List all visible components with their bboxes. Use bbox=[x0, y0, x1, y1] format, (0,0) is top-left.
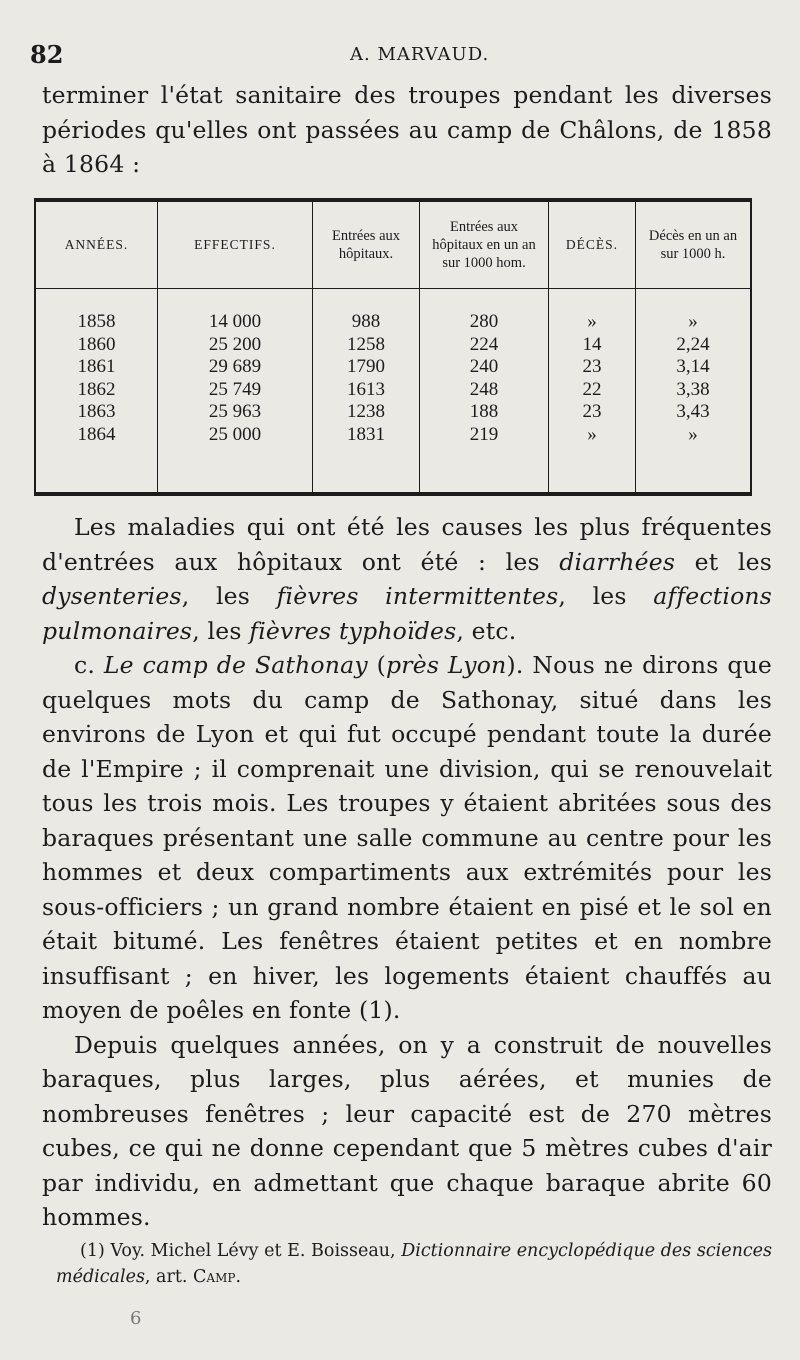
table-cell: 22 bbox=[582, 378, 602, 400]
table-cell: 3,14 bbox=[676, 356, 710, 377]
emphasis: Le camp de Sathonay bbox=[103, 651, 368, 679]
col-deces-per-1000 bbox=[636, 289, 751, 493]
table-cell: 1862 bbox=[77, 378, 116, 400]
table-cell: 988 bbox=[351, 311, 381, 332]
paragraph-maladies bbox=[42, 510, 772, 648]
text-run: (1) Voy. Michel Lévy et E. Boisseau, bbox=[80, 1241, 402, 1261]
page-number: 82 bbox=[30, 40, 64, 69]
emphasis: dysenteries bbox=[42, 582, 182, 610]
text-run: , etc. bbox=[456, 616, 517, 645]
table-cell: 25 963 bbox=[208, 401, 262, 422]
table-cell: 14 000 bbox=[208, 311, 262, 332]
table-cell: 1238 bbox=[347, 401, 385, 422]
col-header-deces-per-1000: Décès en un an sur 1000 h. bbox=[636, 202, 751, 289]
sheet-mark: 6 bbox=[130, 1308, 142, 1329]
table-cell: » bbox=[587, 423, 597, 445]
table-cell: 1863 bbox=[77, 401, 116, 422]
table-cell: 280 bbox=[469, 311, 499, 332]
text-run: . bbox=[235, 1267, 242, 1287]
col-entrees bbox=[313, 289, 420, 493]
running-head: A. MARVAUD. bbox=[350, 44, 490, 65]
text-run: c. bbox=[74, 651, 104, 679]
emphasis: fièvres typhoïdes bbox=[249, 616, 457, 645]
table-cell: 23 bbox=[582, 401, 602, 422]
table-cell: » bbox=[587, 311, 597, 332]
table-cell: 1864 bbox=[77, 423, 116, 445]
emphasis: près Lyon bbox=[386, 651, 507, 679]
footnote-text bbox=[56, 1238, 772, 1290]
emphasis: affections pulmonaires bbox=[42, 582, 773, 645]
text-run: et les bbox=[675, 547, 772, 576]
text-run: , les bbox=[192, 616, 250, 645]
table-cell: 1861 bbox=[77, 356, 116, 377]
page-header bbox=[30, 40, 770, 72]
col-annees bbox=[36, 289, 158, 493]
table-body-row bbox=[36, 289, 750, 493]
paragraph-baraques: Depuis quelques années, on y a construit de nouvelles baraques, plus larges, plus aérées, et munies de nombreuses fenêtres ; leur capacité est de 270 mètres cubes, ce qui ne donne cependant que 5 mètres cubes d'air par individu, en admettant que chaque baraque abrite 60 hommes. bbox=[42, 1030, 772, 1231]
col-effectifs bbox=[158, 289, 313, 493]
body-text bbox=[42, 510, 772, 1235]
intro-text: terminer l'état sanitaire des troupes pendant les diverses périodes qu'elles ont passées au camp de Châlons, de 1858 à 1864 : bbox=[42, 81, 772, 178]
table-cell: 2,24 bbox=[676, 333, 710, 355]
text-run: Les maladies qui ont été les causes les plus fréquentes d'entrées aux hôpitaux ont été : les bbox=[42, 513, 772, 576]
table-cell: 1790 bbox=[347, 356, 385, 377]
table-cell: 188 bbox=[469, 401, 499, 422]
table-cell: 1613 bbox=[347, 378, 385, 400]
table-cell: 240 bbox=[469, 356, 499, 377]
table-cell: 1258 bbox=[347, 333, 385, 355]
table-cell: 1860 bbox=[77, 333, 116, 355]
footnote bbox=[56, 1238, 772, 1290]
table-cell: 14 bbox=[582, 333, 602, 355]
emphasis: diarrhées bbox=[559, 547, 676, 576]
paragraph-sathonay bbox=[42, 648, 772, 1028]
table-cell: 25 000 bbox=[208, 423, 262, 445]
table-cell: 248 bbox=[469, 378, 499, 400]
emphasis: Dictionnaire encyclopédique des sciences médicales bbox=[56, 1241, 772, 1287]
table-cell: 219 bbox=[469, 423, 499, 445]
table-cell: 25 200 bbox=[208, 333, 262, 355]
col-header-effectifs: EFFECTIFS. bbox=[158, 202, 313, 289]
table-cell: 3,43 bbox=[676, 401, 710, 422]
table-cell: 25 749 bbox=[208, 378, 262, 400]
col-header-annees: ANNÉES. bbox=[36, 202, 158, 289]
table-cell: 1858 bbox=[77, 311, 116, 332]
table-cell: 23 bbox=[582, 356, 602, 377]
emphasis: fièvres intermittentes bbox=[276, 582, 559, 610]
text-run: , les bbox=[181, 582, 277, 610]
col-header-deces: DÉCÈS. bbox=[549, 202, 636, 289]
col-header-entrees: Entrées aux hôpitaux. bbox=[313, 202, 420, 289]
table-cell: » bbox=[688, 423, 698, 445]
text-run: , les bbox=[558, 582, 654, 610]
small-caps-text: Camp bbox=[193, 1267, 236, 1287]
text-run: ( bbox=[367, 651, 387, 679]
table-cell: 3,38 bbox=[676, 378, 710, 400]
text-run: , art. bbox=[144, 1267, 194, 1287]
intro-paragraph bbox=[42, 78, 772, 182]
col-header-entrees-per-1000: Entrées aux hôpitaux en un an sur 1000 hom. bbox=[420, 202, 549, 289]
col-entrees-per-1000 bbox=[420, 289, 549, 493]
table-cell: 224 bbox=[469, 333, 499, 355]
table-cell: 29 689 bbox=[208, 356, 262, 377]
text-run: ). Nous ne dirons que quelques mots du camp de Sathonay, situé dans les environs de Lyon et qui fut occupé pendant toute la durée de l'Empire ; il comprenait une division, qui se renouvelait tous les trois mois. Les troupes y étaient abritées sous des baraques présentant une salle commune au centre pour les hommes et deux compartiments aux extrémités pour les sous-officiers ; un grand nombre étaient en pisé et le sol en était bitumé. Les fenêtres étaient petites et en nombre insuffisant ; en hiver, les logements étaient chauffés au moyen de poêles en fonte (1). bbox=[42, 651, 773, 1024]
sanitary-stats-table bbox=[34, 198, 752, 496]
table-header-row bbox=[36, 202, 750, 289]
col-deces bbox=[549, 289, 636, 493]
table-cell: » bbox=[688, 311, 698, 332]
table-cell: 1831 bbox=[347, 423, 385, 445]
